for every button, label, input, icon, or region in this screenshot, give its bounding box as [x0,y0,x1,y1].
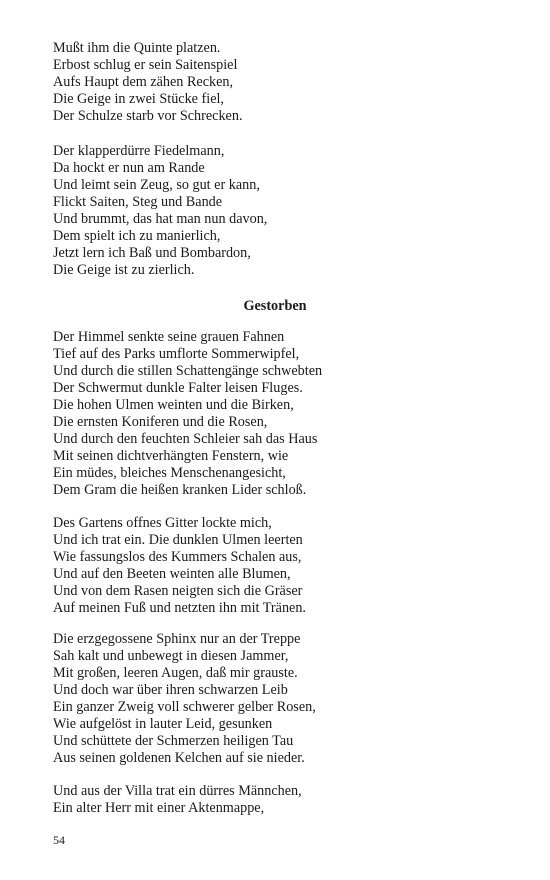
verse-line: Und durch die stillen Schattengänge schwebten [53,363,323,379]
stanza [53,40,243,125]
verse-line: Der Schulze starb vor Schrecken. [53,108,243,124]
verse-line: Ein alter Herr mit einer Aktenmappe, [53,800,265,816]
stanza [53,515,306,617]
page-number: 54 [53,833,65,847]
verse-line: Dem Gram die heißen kranken Lider schloß. [53,482,307,498]
verse-line: Aufs Haupt dem zähen Recken, [53,74,234,90]
verse-line: Die hohen Ulmen weinten und die Birken, [53,397,294,413]
verse-line: Und aus der Villa trat ein dürres Männchen, [53,783,302,799]
verse-line: Der klapperdürre Fiedelmann, [53,143,225,159]
verse-line: Mit großen, leeren Augen, daß mir grauste. [53,665,298,681]
verse-line: Die ernsten Koniferen und die Rosen, [53,414,268,430]
verse-line: Und doch war über ihren schwarzen Leib [53,682,288,698]
verse-line: Mußt ihm die Quinte platzen. [53,40,221,56]
verse-line: Und auf den Beeten weinten alle Blumen, [53,566,291,582]
verse-line: Ein müdes, bleiches Menschenangesicht, [53,465,286,481]
verse-line: Und leimt sein Zeug, so gut er kann, [53,177,260,193]
stanza [53,783,302,817]
verse-line: Die Geige in zwei Stücke fiel, [53,91,224,107]
stanza [53,631,316,767]
verse-line: Und von dem Rasen neigten sich die Gräser [53,583,303,599]
verse-line: Des Gartens offnes Gitter lockte mich, [53,515,272,531]
verse-line: Tief auf des Parks umflorte Sommerwipfel, [53,346,300,362]
poem-title: Gestorben [243,298,307,314]
verse-line: Erbost schlug er sein Saitenspiel [53,57,238,73]
verse-line: Da hockt er nun am Rande [53,160,205,176]
verse-line: Aus seinen goldenen Kelchen auf sie nieder. [53,750,305,766]
verse-line: Und durch den feuchten Schleier sah das Haus [53,431,318,447]
verse-line: Sah kalt und unbewegt in diesen Jammer, [53,648,289,664]
verse-line: Mit seinen dichtverhängten Fenstern, wie [53,448,289,464]
verse-line: Jetzt lern ich Baß und Bombardon, [53,245,251,261]
verse-line: Wie fassungslos des Kummers Schalen aus, [53,549,302,565]
stanza [53,329,322,499]
verse-line: Flickt Saiten, Steg und Bande [53,194,223,210]
verse-line: Die erzgegossene Sphinx nur an der Treppe [53,631,301,647]
verse-line: Auf meinen Fuß und netzten ihn mit Tränen. [53,600,306,616]
verse-line: Der Himmel senkte seine grauen Fahnen [53,329,285,345]
verse-line: Die Geige ist zu zierlich. [53,262,195,278]
verse-line: Ein ganzer Zweig voll schwerer gelber Rosen, [53,699,316,715]
verse-line: Wie aufgelöst in lauter Leid, gesunken [53,716,273,732]
verse-line: Der Schwermut dunkle Falter leisen Fluges. [53,380,303,396]
verse-line: Und brummt, das hat man nun davon, [53,211,268,227]
stanza [53,143,267,279]
verse-line: Dem spielt ich zu manierlich, [53,228,221,244]
verse-line: Und schüttete der Schmerzen heiligen Tau [53,733,294,749]
verse-line: Und ich trat ein. Die dunklen Ulmen leerten [53,532,303,548]
